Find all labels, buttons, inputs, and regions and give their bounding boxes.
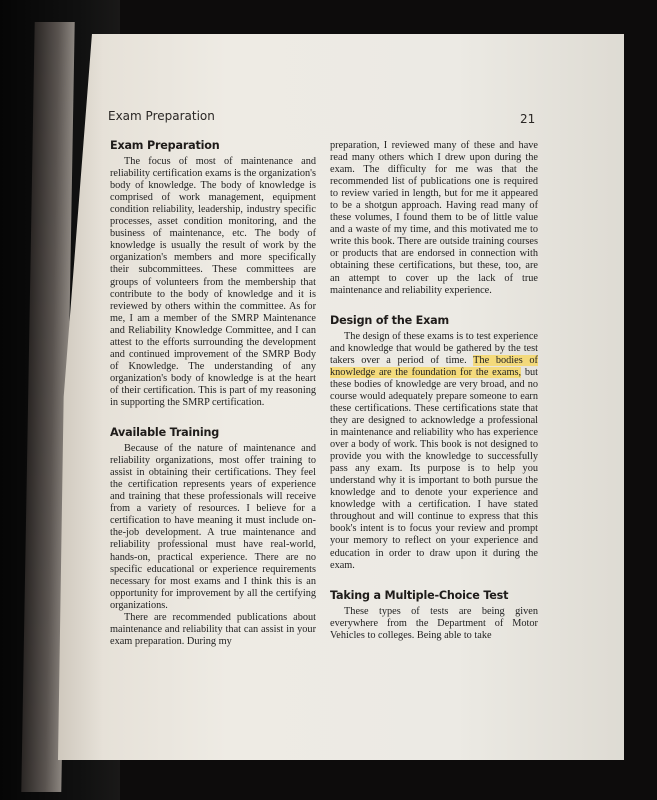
highlighted-text: The bodies of knowledge are the foundation for the exams, (330, 354, 538, 378)
running-head: Exam Preparation (108, 109, 215, 123)
paragraph-recommended-publications: There are recommended publications about maintenance and reliability that can assist in your exam preparation. During my (110, 611, 316, 647)
paragraph-multiple-choice: These types of tests are being given everywhere from the Department of Motor Vehicles to colleges. Being able to take (330, 605, 538, 641)
page-number: 21 (520, 112, 536, 126)
paragraph-continued: preparation, I reviewed many of these and have read many others which I drew upon during the exam. The difficulty for me was that the recommended list of publications one is required to review varied in length, but for me it appeared to be a shotgun approach. Having read many of these volumes, I found them to be of little value and a waste of my time, and this motivated me to write this book. There are outside training courses or products that are endorsed in connection with obtaining these certifications, but these, too, are an attempt to cover up the lack of true maintenance and reliability experience. (330, 140, 538, 296)
section-title-multiple-choice: Taking a Multiple-Choice Test (330, 588, 509, 602)
paragraph-design-of-exam (330, 331, 538, 572)
section-title-exam-preparation: Exam Preparation (110, 139, 220, 152)
section-title-design-of-exam: Design of the Exam (330, 313, 449, 327)
text-after-highlight: but these bodies of knowledge are very broad, and no course would adequately prepare someone to earn these certifications. These certifications state that they are designed to acknowledge a professional in maintenance and reliability who has experience over a body of work. This book is not designed to provide you with the knowledge to successfully pass any exam. Its purpose is to help you understand why it is important to both pursue the knowledge and to denote your experience and knowledge with a certification. I have stated throughout and will continue to express that this book's intent is to focus your review and prompt your memory to reflect on your experience and education in order to draw upon it during the exam. (330, 366, 538, 571)
right-column (330, 140, 538, 642)
text-before-highlight: The design of these exams is to test experience and knowledge that would be gathered by the test takers over a period of time. (330, 330, 538, 366)
paragraph-available-training: Because of the nature of maintenance and reliability organizations, most offer training to assist in obtaining their certifications. They feel the certification represents years of experience and training that these professionals will receive from a variety of resources. I believe for a certification to have meaning it must include on-the-job development. A true maintenance and reliability professional must have real-world, hands-on, practical experience. There are no specific educational or experience requirements necessary for most exams and I think this is an opportunity for improvement by all the certifying organizations. (110, 443, 316, 611)
section-title-available-training: Available Training (110, 426, 220, 440)
paragraph-exam-preparation: The focus of most of maintenance and reliability certification exams is the organization's body of knowledge. The body of knowledge is comprised of work management, equipment condition reliability, leadership, industry specific processes, asset condition monitoring, and the business of maintenance, etc. The body of knowledge is usually the result of work by the organization's members and more specifically their subcommittees. These committees are groups of volunteers from the membership that contribute to the body of knowledge and it is reviewed by others within the committee. As for me, I am a member of the SMRP Maintenance and Reliability Knowledge Committee, and I can attest to the efforts surrounding the development and continued improvement of the SMRP Body of Knowledge. The understanding of any organization's body of knowledge is at the heart of their certification. This is part of my reasoning in supporting the SMRP certification. (110, 156, 316, 408)
left-column (110, 140, 316, 648)
